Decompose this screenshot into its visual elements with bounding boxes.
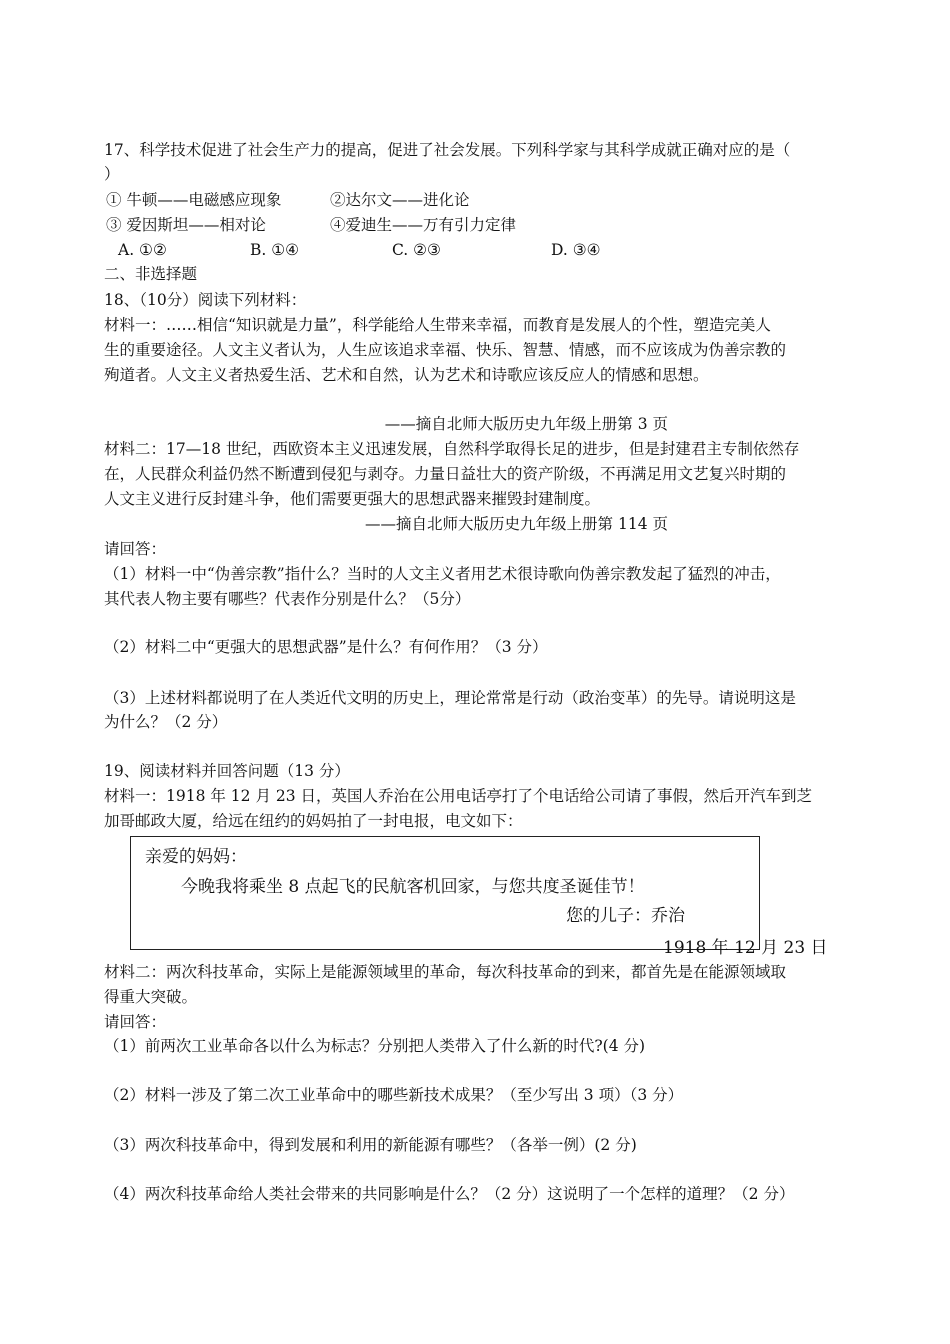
q19-subquestion-3: （3）两次科技革命中，得到发展和利用的新能源有哪些？（各举一例）(2 分) [104,1136,637,1154]
q17-item-3: ③ 爱因斯坦——相对论 [106,216,266,234]
q18-source1: ——摘自北师大版历史九年级上册第 3 页 [384,415,668,433]
q18-subquestion-3-cont: 为什么？（2 分） [104,713,228,731]
q19-material2-line: 材料二：两次科技革命，实际上是能源领域里的革命，每次科技革命的到来，都首先是在能源领域取 [104,963,787,981]
telegram-greeting: 亲爱的妈妈： [145,847,247,867]
q19-ask: 请回答： [104,1013,167,1031]
q19-material1-line: 加哥邮政大厦，给远在纽约的妈妈拍了一封电报，电文如下： [104,812,523,830]
q17-stem-bracket: ） [104,165,120,183]
telegram-signature: 您的儿子：乔治 [566,906,685,926]
q18-ask: 请回答： [104,540,167,558]
q19-subquestion-1: （1）前两次工业革命各以什么为标志？分别把人类带入了什么新的时代?(4 分) [104,1037,646,1055]
telegram-date: 1918 年 12 月 23 日 [663,938,828,958]
q19-material2-line: 得重大突破。 [104,988,198,1006]
q17-item-1: ① 牛顿——电磁感应现象 [106,191,282,209]
telegram-box [130,836,828,958]
q17-option-d: D. ③④ [551,241,601,259]
q17-stem: 17、科学技术促进了社会生产力的提高，促进了社会发展。下列科学家与其科学成就正确对应的是（ [104,141,791,159]
q17-item-4: ④爱迪生——万有引力定律 [330,216,517,234]
q17-option-b: B. ①④ [250,241,300,259]
q19-subquestion-4: （4）两次科技革命给人类社会带来的共同影响是什么？（2 分）这说明了一个怎样的道理？（2 分） [104,1185,795,1203]
q19-subquestion-2: （2）材料一涉及了第二次工业革命中的哪些新技术成果？（至少写出 3 项）（3 分） [104,1086,684,1104]
q17-option-a: A. ①② [118,241,167,259]
q17-item-2: ②达尔文——进化论 [330,191,470,209]
telegram-body: 今晚我将乘坐 8 点起飞的民航客机回家，与您共度圣诞佳节！ [181,877,645,897]
q18-material2-line: 材料二：17—18 世纪，西欧资本主义迅速发展，自然科学取得长足的进步，但是封建君主专制依然存 [104,440,800,458]
q18-subquestion-1: （1）材料一中“伪善宗教”指什么？当时的人文主义者用艺术很诗歌向伪善宗教发起了猛烈的冲击， [104,565,781,583]
q18-material1-line: 材料一：……相信“知识就是力量”，科学能给人生带来幸福，而教育是发展人的个性，塑造完美人 [104,316,771,334]
q18-material1-line: 生的重要途径。人文主义者认为，人生应该追求幸福、快乐、智慧、情感，而不应该成为伪善宗教的 [104,341,787,359]
q18-material2-line: 在，人民群众利益仍然不断遭到侵犯与剥夺。力量日益壮大的资产阶级，不再满足用文艺复兴时期的 [104,465,787,483]
q18-subquestion-2: （2）材料二中“更强大的思想武器”是什么？有何作用？（3 分） [104,638,548,656]
q18-material2-line: 人文主义进行反封建斗争，他们需要更强大的思想武器来摧毁封建制度。 [104,490,601,508]
q18-source2: ——摘自北师大版历史九年级上册第 114 页 [365,515,668,533]
section-heading: 二、非选择题 [104,265,198,283]
q17-option-c: C. ②③ [392,241,441,259]
q19-material1-line: 材料一：1918 年 12 月 23 日，英国人乔治在公用电话亭打了个电话给公司请了事假，然后开汽车到芝 [104,787,813,805]
q18-subquestion-3: （3）上述材料都说明了在人类近代文明的历史上，理论常常是行动（政治变革）的先导。请说明这是 [104,689,796,707]
q19-title: 19、阅读材料并回答问题（13 分） [104,762,350,780]
q18-title: 18、（10分）阅读下列材料： [104,291,307,309]
q18-material1-line: 殉道者。人文主义者热爱生活、艺术和自然，认为艺术和诗歌应该反应人的情感和思想。 [104,366,709,384]
q18-subquestion-1-cont: 其代表人物主要有哪些？代表作分别是什么？（5分） [104,590,471,608]
